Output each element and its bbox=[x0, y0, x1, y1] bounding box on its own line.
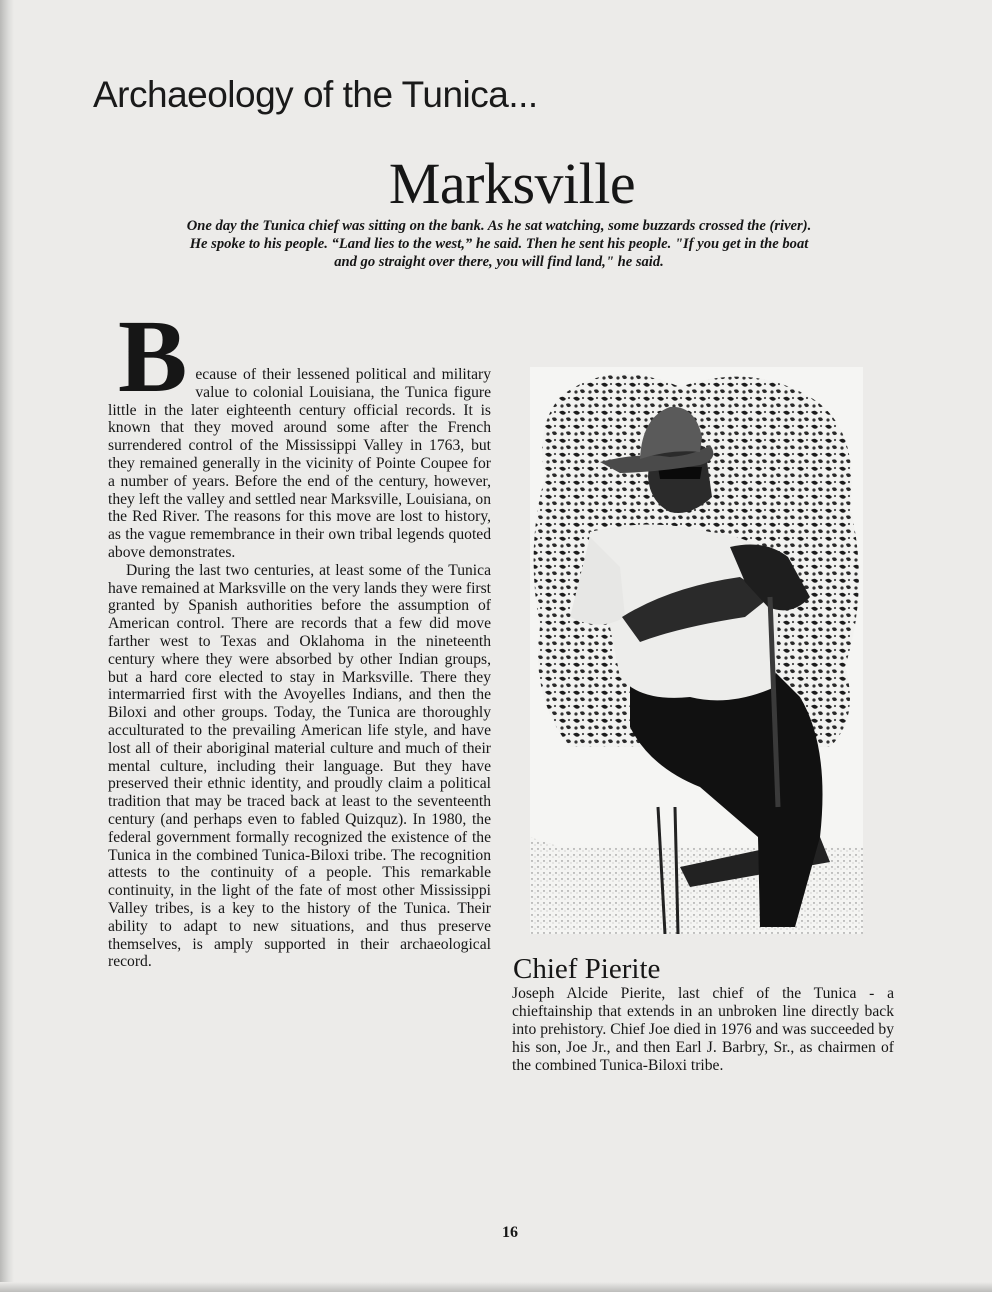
article-body bbox=[108, 299, 491, 971]
page-bottom-edge bbox=[0, 1282, 992, 1292]
article-paragraph-1: ecause of their lessened political and military value to colonial Louisiana, the Tunica figure little in the later eighteenth century official records. It is known that they moved around some after the French surrendered control of the Mississippi Valley in 1763, but they remained generally in the vicinity of Pointe Coupee for a number of years. Before the end of the century, however, they left the valley and settled near Marksville, Louisiana, on the Red River. The reasons for this move are lost to history, as the vague remembrance in their own tribal legends quoted above demonstrates. bbox=[108, 366, 491, 561]
page-number bbox=[0, 1224, 992, 1242]
series-title: Archaeology of the Tunica... bbox=[93, 74, 538, 115]
article-paragraph-2: During the last two centuries, at least some of the Tunica have remained at Marksville on the very lands they were first granted by Spanish authorities before the assumption of American control. There are records that a few did move farther west to Texas and Oklahoma in the nineteenth century where they were absorbed by other Indian groups, but a hard core elected to stay in Marksville. There they intermarried first with the Avoyelles Indians, and then the Biloxi and other groups. Today, the Tunica are thoroughly acculturated to the prevailing American life style, and have lost all of their aboriginal material culture and much of their mental culture, including their language. But they have preserved their ethnic identity, and proudly claim a political tradition that may be traced back at least to the seventeenth century (and perhaps even to fabled Quizquz). In 1980, the federal government formally recognized the existence of the Tunica in the combined Tunica-Biloxi tribe. The recognition attests to the continuity of a people. This remarkable continuity, in the light of the fate of most other Mississippi Valley tribes, is a key to the history of the Tunica. Their ability to adapt to new situations, and thus preserve themselves, is amply supported in their archaeological record. bbox=[108, 561, 491, 971]
caption-title: Chief Pierite bbox=[513, 953, 661, 985]
drop-cap: B bbox=[118, 299, 188, 414]
portrait-photo bbox=[530, 367, 863, 934]
page-title bbox=[0, 150, 992, 217]
epigraph-quote: One day the Tunica chief was sitting on the bank. As he sat watching, some buzzards crossed the (river). He spoke to his people. “Land lies to the west,” he said. Then he sent his people. "If you get in the boat and go straight over there, you will find land," he said. bbox=[186, 218, 812, 270]
page-title-text: Marksville bbox=[388, 151, 636, 216]
caption-text: Joseph Alcide Pierite, last chief of the Tunica - a chieftainship that extends in an unbroken line directly back into prehistory. Chief Joe died in 1976 and was succeeded by his son, Joe Jr., and then Earl J. Barbry, Sr., as chairmen of the combined Tunica-Biloxi tribe. bbox=[512, 985, 894, 1074]
page-number-text: 16 bbox=[502, 1224, 518, 1241]
